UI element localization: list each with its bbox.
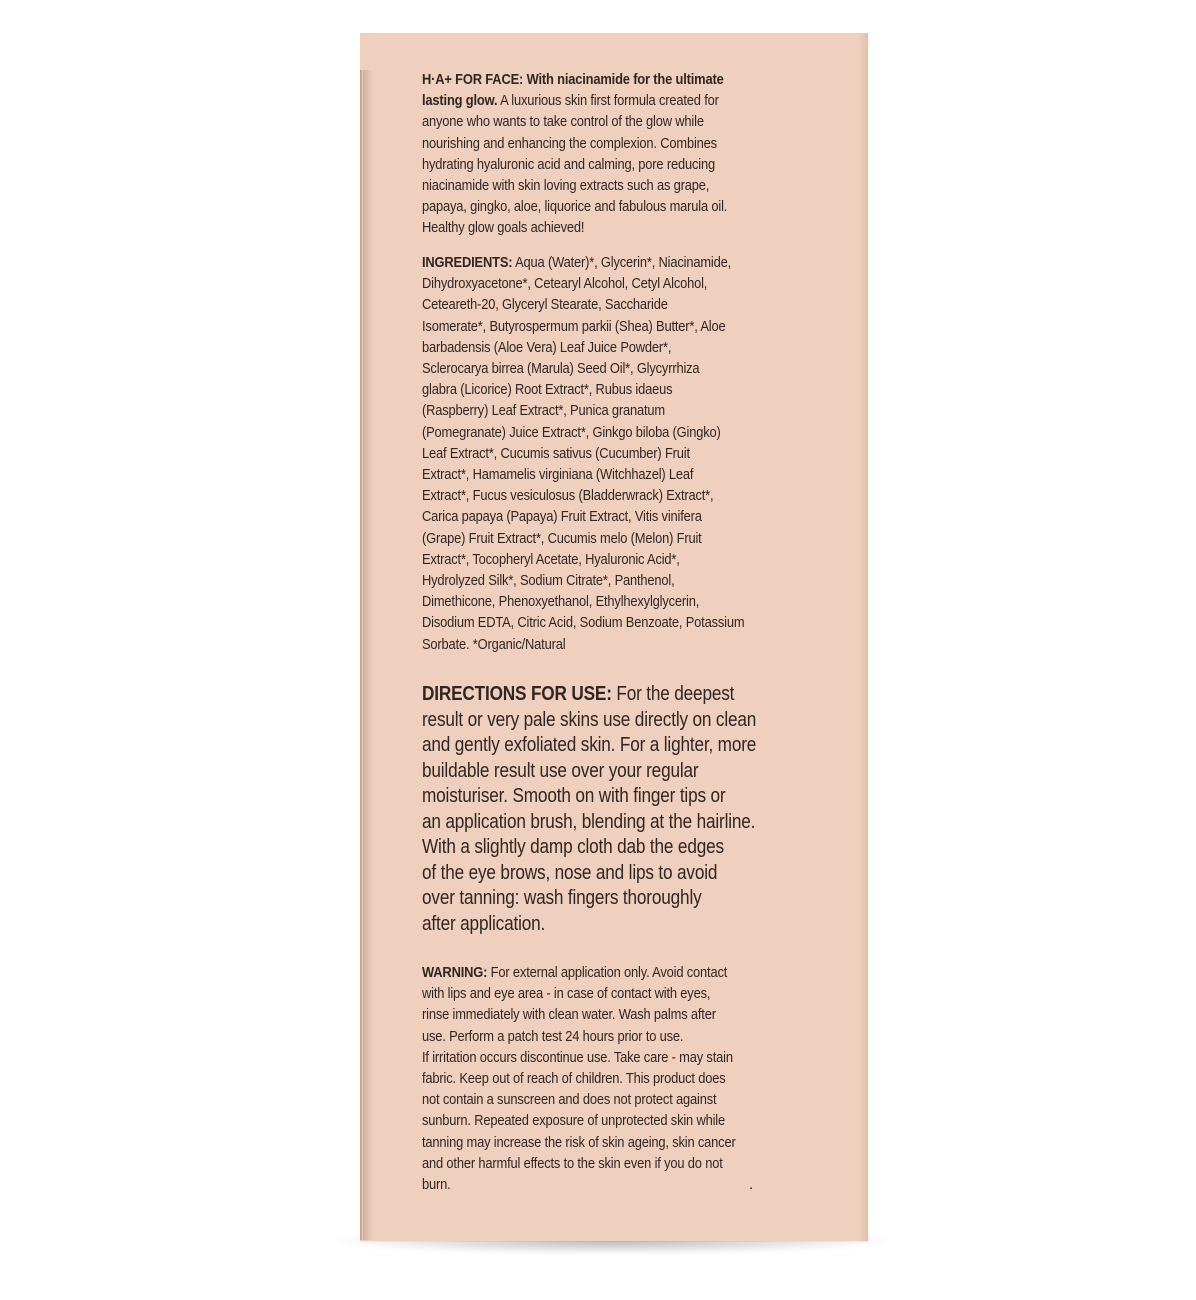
directions-text: For the deepest xyxy=(611,683,735,705)
box-right-shade xyxy=(858,33,868,1241)
description-line: nourishing and enhancing the complexion. Combines xyxy=(422,134,717,152)
warning-first-text: For external application only. Avoid contact xyxy=(487,964,728,981)
ingredients-line: Isomerate*, Butyrospermum parkii (Shea) Butter*, Aloe xyxy=(422,317,726,335)
ingredients-line: Leaf Extract*, Cucumis sativus (Cucumber) Fruit xyxy=(422,444,690,462)
warning-line: not contain a sunscreen and does not protect against xyxy=(422,1091,717,1109)
directions-label: DIRECTIONS FOR USE: xyxy=(422,683,612,705)
warning-line: use. Perform a patch test 24 hours prior to use. xyxy=(422,1027,684,1045)
description-heading: H·A+ FOR FACE: With niacinamide for the ultimate xyxy=(422,71,724,88)
warning-line: fabric. Keep out of reach of children. This product does xyxy=(422,1070,726,1088)
description-heading-cont: lasting glow. xyxy=(422,92,498,110)
warning-line: tanning may increase the risk of skin ageing, skin cancer xyxy=(422,1133,736,1151)
warning-line: If irritation occurs discontinue use. Take care - may stain xyxy=(422,1048,733,1066)
directions-line: result or very pale skins use directly on clean xyxy=(422,708,757,731)
warning-line xyxy=(422,962,736,983)
ingredients-line: Extract*, Hamamelis virginiana (Witchhazel) Leaf xyxy=(422,466,694,484)
directions-line: of the eye brows, nose and lips to avoid xyxy=(422,861,718,884)
ingredients-list xyxy=(422,252,744,655)
directions-line: after application. xyxy=(422,912,546,935)
directions-line: over tanning: wash fingers thoroughly xyxy=(422,887,702,909)
ingredients-line: Sclerocarya birrea (Marula) Seed Oil*, Glycyrrhiza xyxy=(422,360,700,378)
warning-line: and other harmful effects to the skin even if you do not xyxy=(422,1154,723,1172)
ingredients-line: Hydrolyzed Silk*, Sodium Citrate*, Panthenol, xyxy=(422,572,675,590)
trailing-mark: . xyxy=(749,1176,754,1193)
ingredients-text: Aqua (Water)*, Glycerin*, Niacinamide, xyxy=(512,254,732,271)
directions-line xyxy=(422,682,756,708)
ingredients-line xyxy=(422,252,744,273)
description-line: Healthy glow goals achieved! xyxy=(422,219,585,237)
warning-label: WARNING: xyxy=(422,964,488,981)
product-description xyxy=(422,69,727,239)
description-line: anyone who wants to take control of the glow while xyxy=(422,113,704,131)
warning-line: with lips and eye area - in case of contact with eyes, xyxy=(422,985,711,1003)
ingredients-line: Dihydroxyacetone*, Cetearyl Alcohol, Cetyl Alcohol, xyxy=(422,275,708,293)
ingredients-line: Ceteareth-20, Glyceryl Stearate, Saccharide xyxy=(422,296,668,314)
directions-line: moisturiser. Smooth on with finger tips or xyxy=(422,785,726,807)
warning-line: burn. xyxy=(422,1176,451,1194)
ingredients-line: Extract*, Fucus vesiculosus (Bladderwrack) Extract*, xyxy=(422,487,714,505)
directions-for-use xyxy=(422,682,756,937)
box-left-shade xyxy=(363,70,373,1240)
ingredients-line: barbadensis (Aloe Vera) Leaf Juice Powder*, xyxy=(422,338,672,356)
ingredients-line: (Pomegranate) Juice Extract*, Ginkgo biloba (Gingko) xyxy=(422,423,721,441)
directions-line: an application brush, blending at the hairline. xyxy=(422,810,756,833)
directions-line: and gently exfoliated skin. For a lighter, more xyxy=(422,734,757,756)
warning-line: rinse immediately with clean water. Wash palms after xyxy=(422,1006,716,1024)
ingredients-line: glabra (Licorice) Root Extract*, Rubus idaeus xyxy=(422,381,673,399)
description-line: papaya, gingko, aloe, liquorice and fabulous marula oil. xyxy=(422,198,728,216)
ingredients-label: INGREDIENTS: xyxy=(422,254,513,271)
description-line xyxy=(422,69,727,90)
description-line: niacinamide with skin loving extracts such as grape, xyxy=(422,177,710,195)
ingredients-line: Disodium EDTA, Citric Acid, Sodium Benzoate, Potassium xyxy=(422,614,745,632)
description-line: hydrating hyaluronic acid and calming, pore reducing xyxy=(422,155,715,173)
ingredients-line: (Raspberry) Leaf Extract*, Punica granatum xyxy=(422,402,666,420)
ingredients-line: Sorbate. *Organic/Natural xyxy=(422,635,566,653)
directions-line: With a slightly damp cloth dab the edges xyxy=(422,836,724,858)
warning-line: sunburn. Repeated exposure of unprotected skin while xyxy=(422,1112,726,1130)
directions-line: buildable result use over your regular xyxy=(422,759,699,782)
ingredients-line: Dimethicone, Phenoxyethanol, Ethylhexylglycerin, xyxy=(422,593,700,611)
ingredients-line: Extract*, Tocopheryl Acetate, Hyaluronic Acid*, xyxy=(422,550,680,568)
warning-text xyxy=(422,962,736,1195)
description-line xyxy=(422,90,727,111)
description-text: A luxurious skin first formula created for xyxy=(497,92,719,110)
ingredients-line: Carica papaya (Papaya) Fruit Extract, Vitis vinifera xyxy=(422,508,702,526)
ingredients-line: (Grape) Fruit Extract*, Cucumis melo (Melon) Fruit xyxy=(422,529,702,547)
